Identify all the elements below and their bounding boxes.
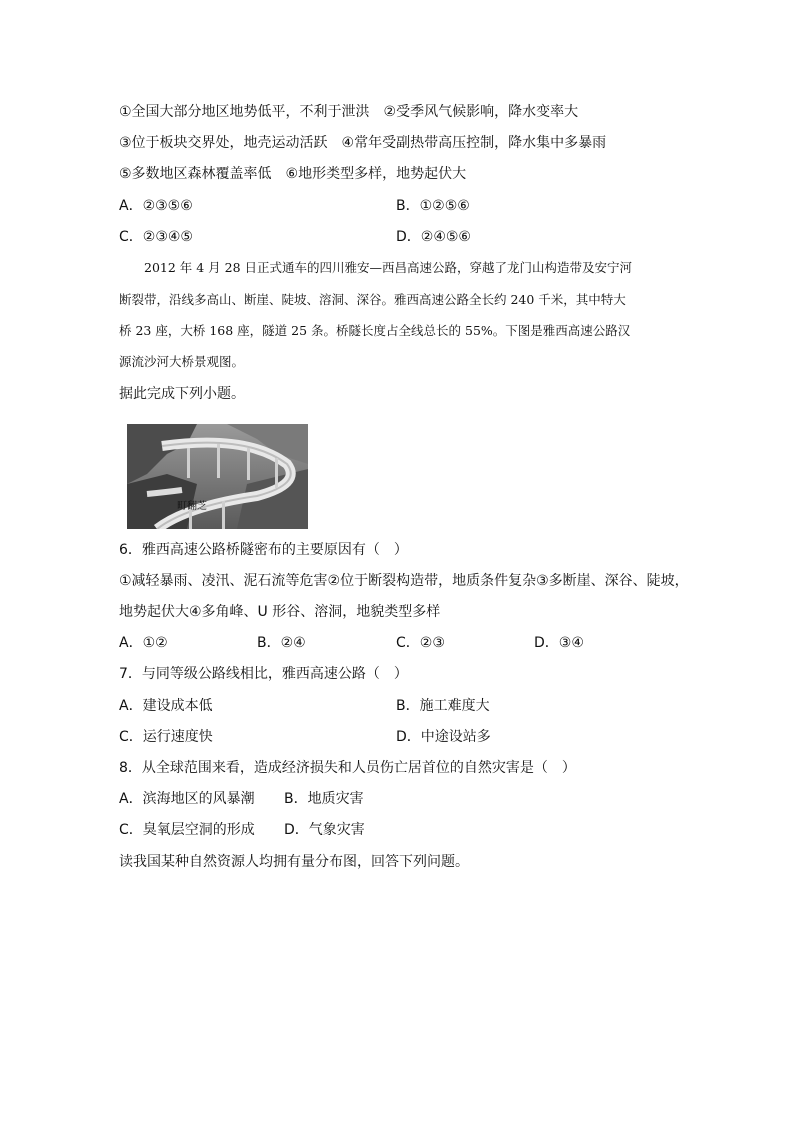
bridge-photo-drawing (127, 424, 308, 529)
bridge-photo (127, 424, 308, 529)
passage-line-3: 桥 23 座，大桥 168 座，隧道 25 条。桥隧长度占全线总长的 55%。下图是雅西高速公路汉 (119, 323, 631, 338)
q5-option-d: D．②④⑤⑥ (396, 229, 471, 245)
q5-option-b: B．①②⑤⑥ (396, 198, 470, 214)
q6-stem: 6．雅西高速公路桥隧密布的主要原因有（ ） (119, 542, 408, 558)
q8-option-c: C．臭氧层空洞的形成 (119, 822, 255, 838)
passage-line-1: 2012 年 4 月 28 日正式通车的四川雅安—西昌高速公路，穿越了龙门山构造带及安宁河 (119, 260, 633, 275)
q7-option-d: D．中途设站多 (396, 729, 491, 745)
q8-stem: 8．从全球范围来看，造成经济损失和人员伤亡居首位的自然灾害是（ ） (119, 760, 576, 776)
passage-prompt: 据此完成下列小题。 (119, 386, 245, 402)
q6-statement-1: ①减轻暴雨、凌汛、泥石流等危害②位于断裂构造带，地质条件复杂③多断崖、深谷、陡坡， (119, 573, 689, 589)
q6-option-d: D．③④ (534, 635, 584, 651)
q6-option-c: C．②③ (396, 635, 445, 651)
q5-option-c: C．②③④⑤ (119, 229, 193, 245)
q7-stem: 7．与同等级公路线相比，雅西高速公路（ ） (119, 666, 408, 682)
q5-option-a: A．②③⑤⑥ (119, 198, 193, 214)
q5-statement-1: ①全国大部分地区地势低平，不利于泄洪 ②受季风气候影响，降水变率大 (119, 104, 579, 120)
q5-statement-2: ③位于板块交界处，地壳运动活跃 ④常年受副热带高压控制，降水集中多暴雨 (119, 135, 607, 151)
next-section-prompt: 读我国某种自然资源人均拥有量分布图，回答下列问题。 (119, 854, 469, 870)
photo-watermark: 町翻芝 (177, 501, 207, 512)
q6-option-a: A．①② (119, 635, 168, 651)
q8-option-b: B．地质灾害 (284, 791, 364, 807)
q7-option-c: C．运行速度快 (119, 729, 213, 745)
q7-option-a: A．建设成本低 (119, 698, 213, 714)
q6-statement-2: 地势起伏大④多角峰、U 形谷、溶洞，地貌类型多样 (119, 604, 441, 620)
q7-option-b: B．施工难度大 (396, 698, 490, 714)
q8-option-d: D．气象灾害 (284, 822, 365, 838)
passage-line-2: 断裂带，沿线多高山、断崖、陡坡、溶洞、深谷。雅西高速公路全长约 240 千米，其中特大 (119, 292, 626, 307)
q5-statement-3: ⑤多数地区森林覆盖率低 ⑥地形类型多样，地势起伏大 (119, 166, 467, 182)
q6-option-b: B．②④ (257, 635, 306, 651)
q8-option-a: A．滨海地区的风暴潮 (119, 791, 255, 807)
passage-line-4: 源流沙河大桥景观图。 (119, 354, 245, 369)
